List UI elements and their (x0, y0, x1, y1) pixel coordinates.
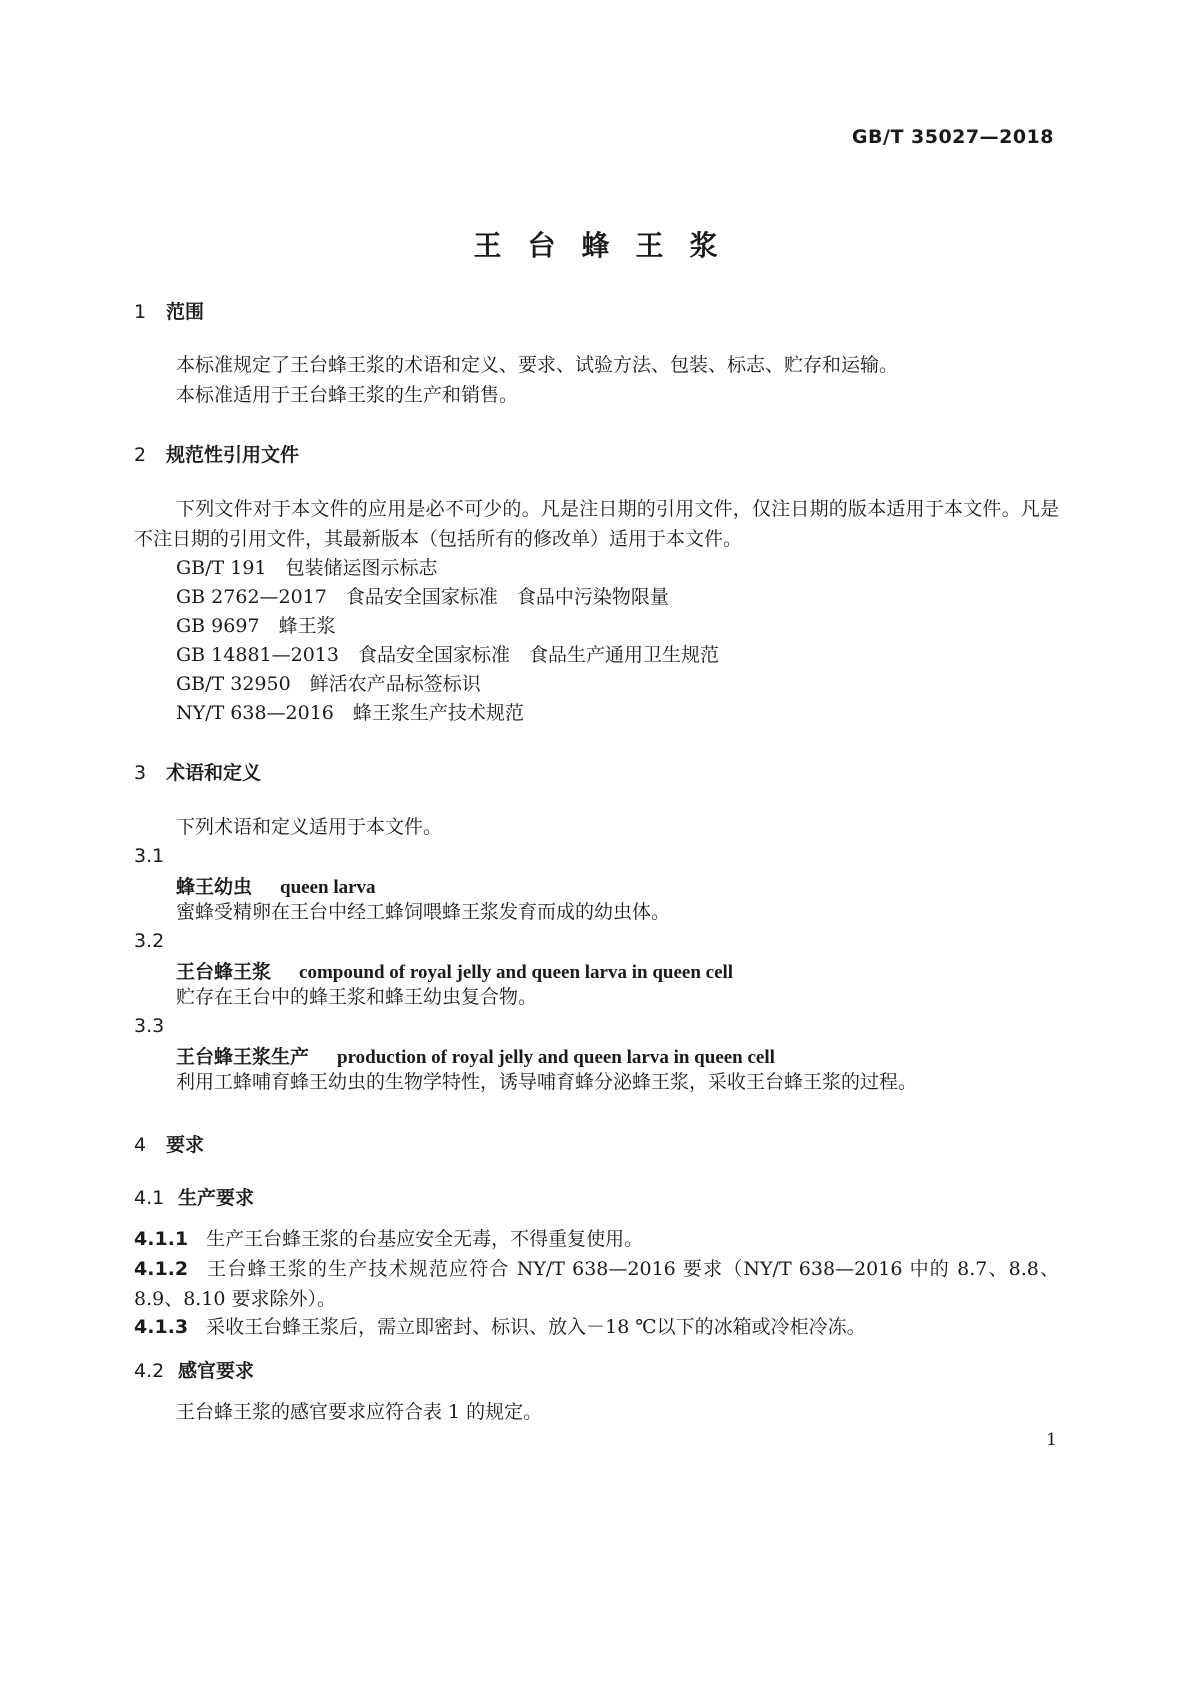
reference-item (176, 669, 481, 699)
section-2-intro: 下列文件对于本文件的应用是必不可少的。凡是注日期的引用文件，仅注日期的版本适用于本文件。凡是不注日期的引用文件，其最新版本（包括所有的修改单）适用于本文件。 (134, 498, 1059, 550)
clause-number: 4.1.1 (134, 1228, 189, 1250)
section-number: 3 (134, 762, 147, 784)
reference-code: GB 2762—2017 (176, 586, 327, 608)
subsection-number: 4.1 (134, 1187, 165, 1209)
subsection-4-2-heading (134, 1356, 254, 1383)
section-1-paragraph-2: 本标准适用于王台蜂王浆的生产和销售。 (176, 384, 519, 406)
subsection-4-1-heading (134, 1183, 254, 1210)
subsection-4-2-paragraph: 王台蜂王浆的感官要求应符合表 1 的规定。 (176, 1401, 543, 1423)
page-number: 1 (1046, 1430, 1057, 1450)
clause-4-1-3 (134, 1312, 866, 1342)
clause-text: 生产王台蜂王浆的台基应安全无毒，不得重复使用。 (206, 1228, 644, 1250)
clause-number: 4.1.2 (134, 1258, 189, 1280)
section-1-heading (134, 297, 204, 324)
term-number: 3.2 (134, 930, 165, 952)
section-title: 要求 (166, 1134, 205, 1156)
reference-code: GB 9697 (176, 615, 260, 637)
term-chinese: 王台蜂王浆生产 (176, 1046, 310, 1068)
section-title: 范围 (166, 301, 205, 323)
reference-item (176, 582, 669, 612)
term-english: queen larva (280, 877, 376, 898)
standard-code: GB/T 35027—2018 (851, 126, 1054, 148)
reference-code: GB/T 32950 (176, 673, 291, 695)
term-chinese: 王台蜂王浆 (176, 961, 272, 983)
reference-item (176, 698, 524, 728)
clause-4-1-1 (134, 1224, 643, 1254)
term-english: production of royal jelly and queen larva in queen cell (337, 1047, 775, 1068)
section-title: 规范性引用文件 (166, 444, 300, 466)
clause-number: 4.1.3 (134, 1316, 189, 1338)
reference-code: GB 14881—2013 (176, 644, 339, 666)
reference-item (176, 553, 438, 583)
section-4-heading (134, 1130, 204, 1157)
term-number: 3.1 (134, 845, 165, 867)
reference-item (176, 611, 336, 641)
reference-title: 包装储运图示标志 (285, 557, 438, 579)
reference-item (176, 640, 719, 670)
section-number: 4 (134, 1134, 147, 1156)
reference-code: NY/T 638—2016 (176, 702, 334, 724)
term-number: 3.3 (134, 1015, 165, 1037)
term-entry (176, 957, 733, 984)
reference-code: GB/T 191 (176, 557, 267, 579)
clause-text: 采收王台蜂王浆后，需立即密封、标识、放入－18 ℃以下的冰箱或冷柜冷冻。 (206, 1316, 866, 1338)
clause-4-1-2 (134, 1254, 1059, 1314)
section-title: 术语和定义 (166, 762, 262, 784)
term-definition: 蜜蜂受精卵在王台中经工蜂饲喂蜂王浆发育而成的幼虫体。 (176, 901, 671, 923)
clause-text: 王台蜂王浆的生产技术规范应符合 NY/T 638—2016 要求（NY/T 638—2016 中的 8.7、8.8、8.9、8.10 要求除外）。 (134, 1258, 1059, 1310)
section-1-paragraph-1: 本标准规定了王台蜂王浆的术语和定义、要求、试验方法、包装、标志、贮存和运输。 (176, 354, 899, 376)
reference-title: 食品安全国家标准 食品中污染物限量 (345, 586, 669, 608)
subsection-title: 生产要求 (178, 1187, 255, 1209)
section-number: 1 (134, 301, 147, 323)
term-definition: 利用工蜂哺育蜂王幼虫的生物学特性，诱导哺育蜂分泌蜂王浆，采收王台蜂王浆的过程。 (176, 1071, 918, 1093)
section-3-intro: 下列术语和定义适用于本文件。 (176, 816, 443, 838)
reference-title: 鲜活农产品标签标识 (309, 673, 481, 695)
reference-title: 蜂王浆 (278, 615, 336, 637)
term-entry (176, 1042, 775, 1069)
term-definition: 贮存在王台中的蜂王浆和蜂王幼虫复合物。 (176, 986, 538, 1008)
term-entry (176, 872, 376, 899)
page-title: 王台蜂王浆 (473, 229, 744, 262)
subsection-title: 感官要求 (178, 1360, 255, 1382)
section-number: 2 (134, 444, 147, 466)
term-chinese: 蜂王幼虫 (176, 876, 253, 898)
section-3-heading (134, 758, 261, 785)
reference-title: 蜂王浆生产技术规范 (352, 702, 524, 724)
subsection-number: 4.2 (134, 1360, 165, 1382)
term-english: compound of royal jelly and queen larva in queen cell (299, 962, 734, 983)
section-2-heading (134, 440, 299, 467)
reference-title: 食品安全国家标准 食品生产通用卫生规范 (358, 644, 720, 666)
